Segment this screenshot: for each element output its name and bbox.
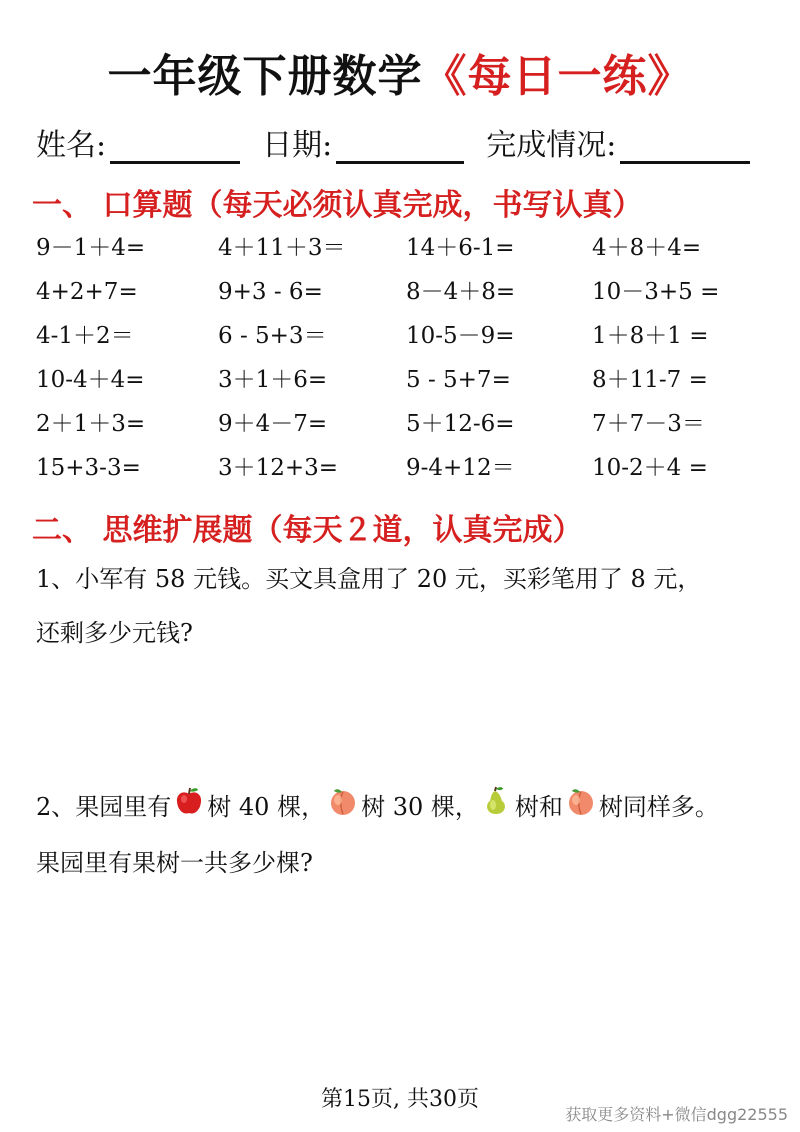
problem-1-line-1: 1、小军有 58 元钱。买文具盒用了 20 元，买彩笔用了 8 元， (36, 565, 702, 593)
arithmetic-problem: 9+3 - 6= (218, 279, 323, 305)
problem-2-text-a: 2、果园里有 (36, 793, 172, 821)
arithmetic-problem: 1＋8＋1 = (592, 323, 709, 349)
title-accent: 《每日一练》 (422, 51, 693, 102)
arithmetic-problem: 4+2+7= (36, 279, 138, 305)
arithmetic-problem: 3＋12+3= (218, 455, 339, 481)
arithmetic-problem: 9－1＋4= (36, 235, 146, 261)
peach-icon (565, 782, 597, 836)
problem-2-text-e: 树同样多。 (598, 793, 719, 821)
problem-2-text-d: 树和 (514, 793, 563, 821)
status-blank-line (620, 133, 750, 164)
arithmetic-problem: 10－3+5 = (592, 279, 720, 305)
arithmetic-problem: 6 - 5+3＝ (218, 323, 327, 349)
arithmetic-problem: 10-2＋4 = (592, 455, 708, 481)
arithmetic-problem: 7＋7－3＝ (592, 411, 705, 437)
arithmetic-problem: 15+3-3= (36, 455, 141, 481)
word-problem-1 (36, 552, 776, 660)
status-label: 完成情况: (486, 128, 617, 163)
arithmetic-problem: 14＋6-1= (406, 235, 515, 261)
arithmetic-problem: 10-4＋4= (36, 367, 145, 393)
apple-icon (173, 782, 205, 836)
date-field (262, 120, 464, 164)
problem-2-line-2: 果园里有果树一共多少棵? (36, 848, 313, 877)
peach-icon (327, 782, 359, 836)
arithmetic-problem: 4＋11＋3＝ (218, 235, 346, 261)
student-info-row (36, 120, 776, 164)
arithmetic-problem: 4＋8＋4= (592, 235, 702, 261)
problem-2-text-c: 树 30 棵， (361, 793, 479, 821)
arithmetic-problem: 8＋11-7 = (592, 367, 708, 393)
arithmetic-problem: 9＋4－7= (218, 411, 328, 437)
watermark-text: 获取更多资料+微信dgg22555 (565, 1105, 788, 1124)
name-label: 姓名: (36, 128, 107, 163)
date-blank-line (336, 133, 464, 164)
arithmetic-problem: 2＋1＋3= (36, 411, 146, 437)
arithmetic-problem: 5 - 5+7= (406, 367, 511, 393)
pear-icon (481, 782, 513, 836)
date-label: 日期: (262, 128, 333, 163)
arithmetic-problem: 4-1＋2＝ (36, 323, 134, 349)
title-main: 一年级下册数学 (107, 51, 423, 102)
name-blank-line (110, 133, 240, 164)
name-field (36, 120, 240, 164)
problem-2-text-b: 树 40 棵， (207, 793, 326, 821)
arithmetic-problem: 10-5－9= (406, 323, 515, 349)
section1-heading: 一、 口算题（每天必须认真完成，书写认真） (32, 188, 643, 223)
page-number: 第15页, 共30页 (321, 1087, 479, 1112)
problem-1-line-2: 还剩多少元钱? (36, 619, 193, 647)
arithmetic-problem: 8－4＋8= (406, 279, 516, 305)
word-problem-2 (36, 780, 776, 890)
status-field (486, 120, 750, 164)
arithmetic-problem: 5＋12-6= (406, 411, 515, 437)
arithmetic-problem: 3＋1＋6= (218, 367, 328, 393)
problem-2-line-1 (36, 780, 776, 836)
arithmetic-grid (36, 226, 776, 490)
worksheet-title (0, 40, 800, 104)
arithmetic-problem: 9-4+12＝ (406, 455, 515, 481)
section2-heading: 二、 思维扩展题（每天２道，认真完成） (32, 513, 583, 548)
